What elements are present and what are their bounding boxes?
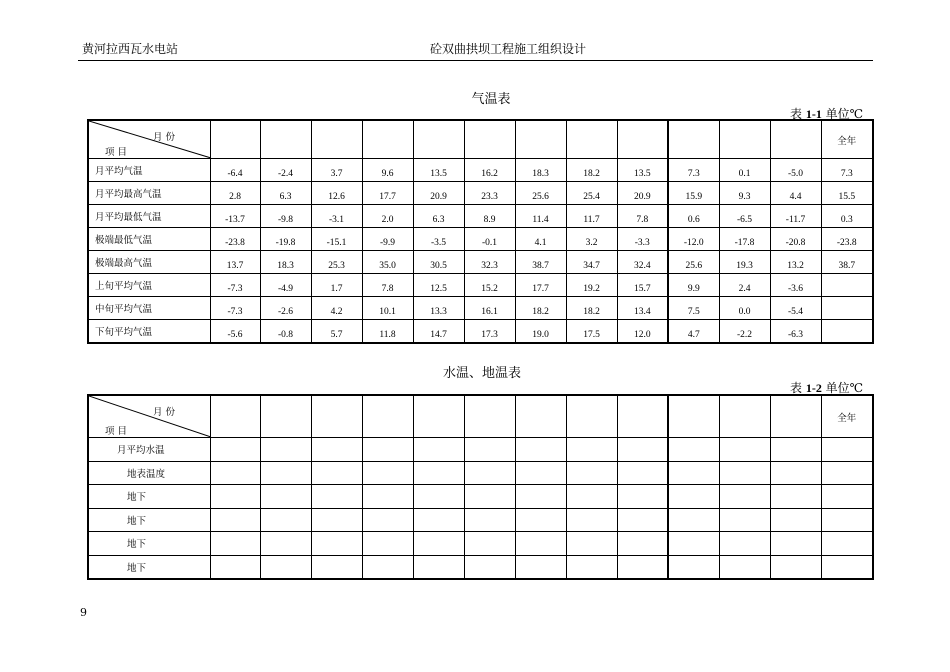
month-header-cell	[362, 120, 413, 159]
row-label: 地下	[88, 508, 210, 532]
value-cell: 15.2	[464, 274, 515, 297]
value-cell	[770, 438, 821, 462]
value-cell	[362, 532, 413, 556]
value-cell: -13.7	[210, 205, 260, 228]
table-row	[88, 274, 873, 297]
header-item-label: 项 目	[105, 147, 128, 158]
header-rule	[78, 60, 873, 61]
value-cell: 7.8	[617, 205, 668, 228]
value-cell: -3.5	[413, 228, 464, 251]
value-cell: 12.0	[617, 320, 668, 343]
value-cell	[362, 461, 413, 485]
row-label: 月平均气温	[88, 159, 210, 182]
value-cell	[311, 485, 362, 509]
value-cell	[617, 485, 668, 509]
value-cell	[311, 555, 362, 579]
month-header-cell	[770, 120, 821, 159]
value-cell: -7.3	[210, 297, 260, 320]
value-cell	[464, 438, 515, 462]
value-cell: 0.0	[719, 297, 770, 320]
value-cell: -6.4	[210, 159, 260, 182]
water-ground-temperature-table	[87, 394, 874, 580]
value-cell	[260, 438, 311, 462]
value-cell	[210, 532, 260, 556]
annual-value-cell	[821, 461, 873, 485]
value-cell	[719, 555, 770, 579]
value-cell	[668, 532, 719, 556]
value-cell	[413, 508, 464, 532]
value-cell: 6.3	[260, 182, 311, 205]
value-cell: 16.2	[464, 159, 515, 182]
table-row	[88, 251, 873, 274]
row-label: 月平均最高气温	[88, 182, 210, 205]
value-cell: -2.6	[260, 297, 311, 320]
value-cell: -9.9	[362, 228, 413, 251]
value-cell	[464, 532, 515, 556]
value-cell: 25.6	[668, 251, 719, 274]
value-cell: 9.3	[719, 182, 770, 205]
value-cell: -20.8	[770, 228, 821, 251]
table-row	[88, 320, 873, 343]
value-cell	[566, 485, 617, 509]
value-cell	[770, 461, 821, 485]
row-label: 地下	[88, 485, 210, 509]
value-cell: 18.2	[515, 297, 566, 320]
value-cell: 12.6	[311, 182, 362, 205]
value-cell	[770, 485, 821, 509]
value-cell: 17.7	[362, 182, 413, 205]
table-row	[88, 438, 873, 462]
value-cell: 19.3	[719, 251, 770, 274]
value-cell: -3.6	[770, 274, 821, 297]
table-row	[88, 555, 873, 579]
value-cell: 13.7	[210, 251, 260, 274]
value-cell: 2.4	[719, 274, 770, 297]
value-cell	[566, 532, 617, 556]
value-cell	[566, 555, 617, 579]
value-cell: 7.5	[668, 297, 719, 320]
value-cell	[668, 438, 719, 462]
header-month-label: 月 份	[153, 132, 176, 143]
annual-header-cell: 全年	[821, 395, 873, 438]
value-cell: 9.6	[362, 159, 413, 182]
header-document-title: 砼双曲拱坝工程施工组织设计	[430, 42, 587, 56]
value-cell: -11.7	[770, 205, 821, 228]
value-cell: 15.7	[617, 274, 668, 297]
value-cell	[311, 508, 362, 532]
month-header-cell	[668, 395, 719, 438]
temperature-table	[87, 119, 874, 344]
value-cell: 13.5	[413, 159, 464, 182]
value-cell: -3.1	[311, 205, 362, 228]
month-header-cell	[770, 395, 821, 438]
value-cell: 18.3	[260, 251, 311, 274]
value-cell	[668, 485, 719, 509]
value-cell: 15.9	[668, 182, 719, 205]
annual-value-cell: -23.8	[821, 228, 873, 251]
table1-title: 气温表	[471, 92, 511, 107]
value-cell: 38.7	[515, 251, 566, 274]
value-cell	[770, 508, 821, 532]
value-cell: 14.7	[413, 320, 464, 343]
header-item-label: 项 目	[105, 426, 128, 437]
value-cell	[362, 508, 413, 532]
month-header-cell	[413, 395, 464, 438]
month-header-cell	[719, 120, 770, 159]
table1-tag-prefix: 表	[790, 107, 803, 121]
value-cell	[719, 438, 770, 462]
value-cell: 18.2	[566, 159, 617, 182]
header-row	[88, 120, 873, 159]
annual-value-cell: 7.3	[821, 159, 873, 182]
value-cell	[566, 508, 617, 532]
value-cell	[770, 555, 821, 579]
value-cell: 17.3	[464, 320, 515, 343]
value-cell: 13.3	[413, 297, 464, 320]
value-cell: -0.1	[464, 228, 515, 251]
value-cell	[362, 555, 413, 579]
row-label: 下旬平均气温	[88, 320, 210, 343]
value-cell: 7.3	[668, 159, 719, 182]
value-cell: 11.7	[566, 205, 617, 228]
table-row	[88, 182, 873, 205]
value-cell	[413, 485, 464, 509]
value-cell	[210, 438, 260, 462]
value-cell: 2.0	[362, 205, 413, 228]
table-row	[88, 159, 873, 182]
annual-value-cell	[821, 532, 873, 556]
table2-tag-prefix: 表	[790, 381, 803, 395]
value-cell: -17.8	[719, 228, 770, 251]
value-cell: -15.1	[311, 228, 362, 251]
value-cell	[515, 532, 566, 556]
annual-value-cell	[821, 297, 873, 320]
value-cell	[515, 485, 566, 509]
value-cell: 6.3	[413, 205, 464, 228]
value-cell	[311, 438, 362, 462]
table1-tag-unit: 单位℃	[825, 107, 864, 121]
value-cell	[617, 461, 668, 485]
value-cell	[260, 532, 311, 556]
month-header-cell	[311, 120, 362, 159]
month-header-cell	[362, 395, 413, 438]
value-cell	[413, 461, 464, 485]
value-cell	[719, 485, 770, 509]
value-cell	[260, 508, 311, 532]
table-row	[88, 228, 873, 251]
value-cell	[719, 532, 770, 556]
value-cell	[413, 555, 464, 579]
value-cell	[617, 555, 668, 579]
value-cell: -2.4	[260, 159, 311, 182]
table-row	[88, 297, 873, 320]
value-cell: 11.8	[362, 320, 413, 343]
value-cell: -7.3	[210, 274, 260, 297]
value-cell: 25.3	[311, 251, 362, 274]
header-left-title: 黄河拉西瓦水电站	[82, 42, 179, 56]
value-cell	[210, 555, 260, 579]
value-cell: 30.5	[413, 251, 464, 274]
value-cell: -6.3	[770, 320, 821, 343]
annual-value-cell	[821, 508, 873, 532]
value-cell	[515, 461, 566, 485]
value-cell: -4.9	[260, 274, 311, 297]
value-cell	[464, 461, 515, 485]
value-cell: 7.8	[362, 274, 413, 297]
annual-value-cell	[821, 555, 873, 579]
value-cell	[515, 508, 566, 532]
value-cell	[617, 438, 668, 462]
value-cell	[719, 461, 770, 485]
value-cell	[668, 555, 719, 579]
value-cell	[566, 438, 617, 462]
value-cell: 23.3	[464, 182, 515, 205]
value-cell: 35.0	[362, 251, 413, 274]
value-cell	[260, 555, 311, 579]
month-header-cell	[617, 120, 668, 159]
diagonal-header-cell	[88, 120, 210, 159]
month-header-cell	[515, 395, 566, 438]
value-cell	[311, 532, 362, 556]
value-cell	[260, 461, 311, 485]
value-cell	[210, 508, 260, 532]
value-cell: 25.4	[566, 182, 617, 205]
row-label: 月平均水温	[88, 438, 210, 462]
month-header-cell	[260, 395, 311, 438]
value-cell: 11.4	[515, 205, 566, 228]
value-cell: -19.8	[260, 228, 311, 251]
value-cell: 17.7	[515, 274, 566, 297]
month-header-cell	[311, 395, 362, 438]
value-cell: -5.4	[770, 297, 821, 320]
value-cell: 0.6	[668, 205, 719, 228]
value-cell: 13.2	[770, 251, 821, 274]
month-header-cell	[464, 120, 515, 159]
table-row	[88, 205, 873, 228]
value-cell: 19.2	[566, 274, 617, 297]
value-cell	[617, 508, 668, 532]
value-cell: 19.0	[515, 320, 566, 343]
value-cell: -0.8	[260, 320, 311, 343]
month-header-cell	[566, 120, 617, 159]
value-cell	[668, 508, 719, 532]
value-cell: 8.9	[464, 205, 515, 228]
value-cell: 18.3	[515, 159, 566, 182]
value-cell: 16.1	[464, 297, 515, 320]
month-header-cell	[617, 395, 668, 438]
value-cell: 13.5	[617, 159, 668, 182]
value-cell	[210, 485, 260, 509]
value-cell: -23.8	[210, 228, 260, 251]
value-cell: 18.2	[566, 297, 617, 320]
header-month-label: 月 份	[153, 407, 176, 418]
annual-value-cell	[821, 438, 873, 462]
row-label: 极端最低气温	[88, 228, 210, 251]
value-cell	[311, 461, 362, 485]
annual-header-cell: 全年	[821, 120, 873, 159]
diagonal-header-cell	[88, 395, 210, 438]
value-cell: 13.4	[617, 297, 668, 320]
table-row	[88, 508, 873, 532]
value-cell: 10.1	[362, 297, 413, 320]
value-cell: 1.7	[311, 274, 362, 297]
value-cell: 34.7	[566, 251, 617, 274]
month-header-cell	[464, 395, 515, 438]
value-cell: 3.2	[566, 228, 617, 251]
value-cell: 0.1	[719, 159, 770, 182]
page-number: 9	[80, 606, 87, 619]
value-cell: 32.3	[464, 251, 515, 274]
value-cell: 4.7	[668, 320, 719, 343]
value-cell	[464, 485, 515, 509]
month-header-cell	[413, 120, 464, 159]
value-cell	[413, 438, 464, 462]
value-cell	[566, 461, 617, 485]
table-row	[88, 461, 873, 485]
value-cell: 4.4	[770, 182, 821, 205]
month-header-cell	[260, 120, 311, 159]
annual-value-cell: 15.5	[821, 182, 873, 205]
value-cell: 17.5	[566, 320, 617, 343]
table2-tag-number: 1-2	[805, 381, 822, 395]
row-label: 上旬平均气温	[88, 274, 210, 297]
value-cell: 2.8	[210, 182, 260, 205]
value-cell	[515, 438, 566, 462]
value-cell: -3.3	[617, 228, 668, 251]
value-cell: 4.1	[515, 228, 566, 251]
value-cell: 12.5	[413, 274, 464, 297]
month-header-cell	[566, 395, 617, 438]
row-label: 极端最高气温	[88, 251, 210, 274]
value-cell	[770, 532, 821, 556]
value-cell	[668, 461, 719, 485]
month-header-cell	[515, 120, 566, 159]
value-cell: -5.6	[210, 320, 260, 343]
value-cell: -5.0	[770, 159, 821, 182]
row-label: 月平均最低气温	[88, 205, 210, 228]
annual-value-cell	[821, 274, 873, 297]
month-header-cell	[719, 395, 770, 438]
value-cell	[719, 508, 770, 532]
row-label: 地下	[88, 532, 210, 556]
value-cell: -9.8	[260, 205, 311, 228]
month-header-cell	[668, 120, 719, 159]
month-header-cell	[210, 395, 260, 438]
row-label: 地表温度	[88, 461, 210, 485]
value-cell: 32.4	[617, 251, 668, 274]
table1-tag-number: 1-1	[805, 107, 822, 121]
value-cell	[362, 438, 413, 462]
row-label: 中旬平均气温	[88, 297, 210, 320]
value-cell	[515, 555, 566, 579]
annual-value-cell	[821, 320, 873, 343]
value-cell	[413, 532, 464, 556]
value-cell: 25.6	[515, 182, 566, 205]
value-cell: -2.2	[719, 320, 770, 343]
value-cell: 5.7	[311, 320, 362, 343]
row-label: 地下	[88, 555, 210, 579]
table2-tag-unit: 单位℃	[825, 381, 864, 395]
annual-value-cell	[821, 485, 873, 509]
value-cell	[210, 461, 260, 485]
header-row	[88, 395, 873, 438]
value-cell	[464, 555, 515, 579]
value-cell: 9.9	[668, 274, 719, 297]
value-cell: 3.7	[311, 159, 362, 182]
value-cell	[464, 508, 515, 532]
annual-value-cell: 38.7	[821, 251, 873, 274]
table2-title: 水温、地温表	[442, 366, 521, 381]
value-cell: -12.0	[668, 228, 719, 251]
value-cell: 4.2	[311, 297, 362, 320]
table-row	[88, 485, 873, 509]
table-row	[88, 532, 873, 556]
value-cell	[362, 485, 413, 509]
value-cell: 20.9	[413, 182, 464, 205]
value-cell: -6.5	[719, 205, 770, 228]
value-cell	[617, 532, 668, 556]
value-cell	[260, 485, 311, 509]
annual-value-cell: 0.3	[821, 205, 873, 228]
month-header-cell	[210, 120, 260, 159]
value-cell: 20.9	[617, 182, 668, 205]
